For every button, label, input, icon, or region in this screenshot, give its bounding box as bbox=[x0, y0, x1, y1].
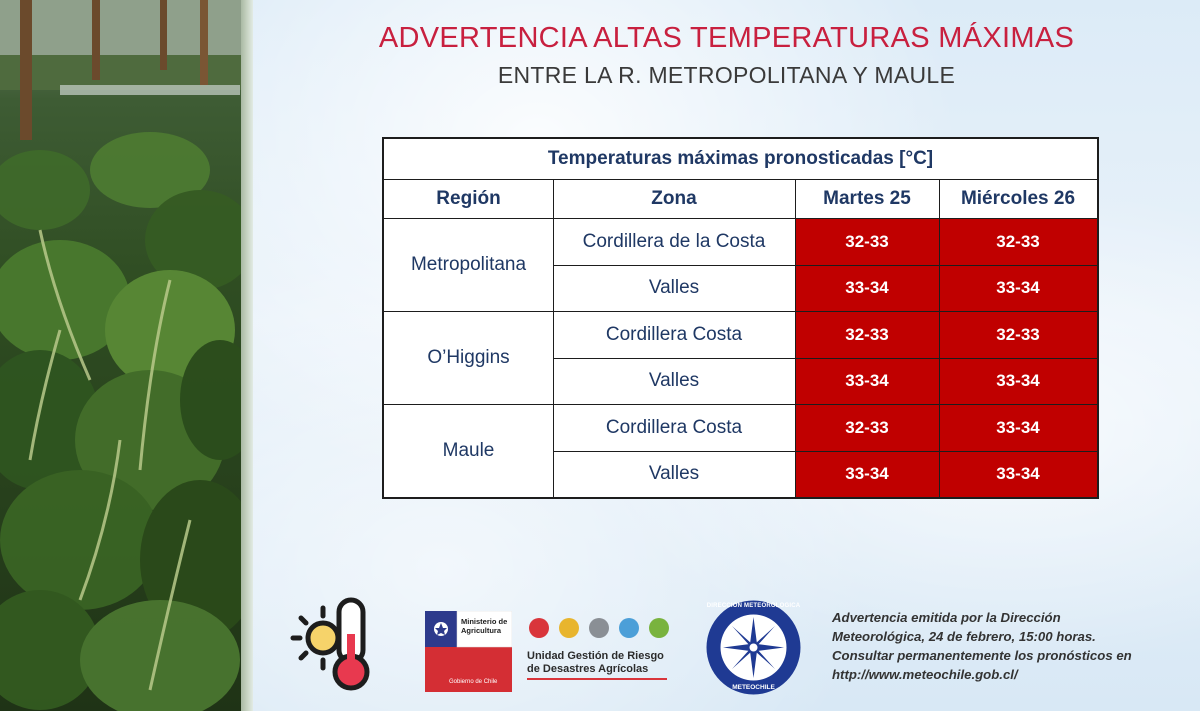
footer-notice-link[interactable]: http://www.meteochile.gob.cl/ bbox=[832, 667, 1018, 682]
zona-cell: Cordillera Costa bbox=[605, 416, 743, 438]
frost-icon bbox=[589, 618, 609, 638]
page-subtitle: ENTRE LA R. METROPOLITANA Y MAULE bbox=[497, 62, 956, 88]
temperature-table bbox=[382, 137, 1099, 499]
zona-cell: Cordillera Costa bbox=[605, 323, 743, 345]
table-rule bbox=[553, 451, 1097, 452]
footer-notice-line: Advertencia emitida por la Dirección bbox=[832, 610, 1061, 625]
meteo-top-label: DIRECCION METEOROLOGICA bbox=[706, 603, 801, 609]
ministerio-label: Ministerio de Agricultura bbox=[461, 617, 508, 635]
column-header-zona: Zona bbox=[651, 187, 697, 209]
table-rule bbox=[795, 179, 796, 497]
drought-icon bbox=[559, 618, 579, 638]
chile-coat-of-arms bbox=[434, 622, 448, 636]
table-rule bbox=[553, 358, 1097, 359]
miercoles-value-cell: 33-34 bbox=[939, 265, 1097, 311]
region-cell: Metropolitana bbox=[410, 253, 527, 275]
martes-value-cell: 32-33 bbox=[795, 404, 939, 451]
zona-cell: Valles bbox=[648, 463, 700, 484]
meteo-bottom-label: METEOCHILE bbox=[732, 684, 775, 691]
sun-thermometer-icon bbox=[289, 594, 384, 694]
table-rule bbox=[384, 311, 1097, 312]
ugr-logo bbox=[527, 612, 677, 682]
meteochile-logo bbox=[705, 599, 802, 696]
photo-border bbox=[241, 0, 253, 711]
table-caption: Temperaturas máximas pronosticadas [°C] bbox=[547, 148, 934, 169]
gobierno-label: Gobierno de Chile bbox=[449, 679, 498, 685]
miercoles-value-cell: 32-33 bbox=[939, 311, 1097, 358]
ugr-label: Unidad Gestión de Riesgo de Desastres Agrícolas bbox=[527, 650, 664, 675]
column-header-region: Región bbox=[436, 187, 501, 209]
martes-value-cell: 32-33 bbox=[795, 311, 939, 358]
footer-notice-line: Consultar permanentemente los pronósticos en bbox=[832, 648, 1132, 663]
chard-photo bbox=[0, 0, 241, 711]
table-rule bbox=[553, 179, 554, 497]
table-rule bbox=[384, 179, 1097, 180]
snowflake-icon bbox=[619, 618, 639, 638]
miercoles-value-cell: 33-34 bbox=[939, 451, 1097, 497]
martes-value-cell: 32-33 bbox=[795, 218, 939, 265]
region-cell: O’Higgins bbox=[427, 346, 510, 368]
martes-value-cell: 33-34 bbox=[795, 358, 939, 404]
fire-icon bbox=[529, 618, 549, 638]
sun-icon bbox=[293, 608, 338, 668]
martes-value-cell: 33-34 bbox=[795, 451, 939, 497]
ministerio-agricultura-logo bbox=[425, 611, 512, 692]
miercoles-value-cell: 33-34 bbox=[939, 404, 1097, 451]
main-panel bbox=[253, 0, 1200, 711]
miercoles-value-cell: 32-33 bbox=[939, 218, 1097, 265]
footer-notice-line: Meteorológica, 24 de febrero, 15:00 horas. bbox=[832, 629, 1096, 644]
column-header-miercoles: Miércoles 26 bbox=[960, 187, 1076, 209]
zona-cell: Valles bbox=[648, 277, 700, 298]
zona-cell: Valles bbox=[648, 370, 700, 391]
region-cell: Maule bbox=[442, 439, 495, 461]
ugr-underline bbox=[527, 678, 667, 680]
thermometer-icon bbox=[335, 600, 367, 688]
zona-cell: Cordillera de la Costa bbox=[582, 230, 766, 252]
table-rule bbox=[553, 265, 1097, 266]
table-rule bbox=[939, 179, 940, 497]
table-rule bbox=[384, 404, 1097, 405]
chard-leaves-illustration bbox=[0, 0, 241, 711]
table-rule bbox=[384, 218, 1097, 219]
column-header-martes: Martes 25 bbox=[823, 187, 911, 209]
miercoles-value-cell: 33-34 bbox=[939, 358, 1097, 404]
page-title: ADVERTENCIA ALTAS TEMPERATURAS MÁXIMAS bbox=[378, 22, 1075, 54]
martes-value-cell: 33-34 bbox=[795, 265, 939, 311]
footer-notice bbox=[832, 608, 1162, 684]
leaf-icon bbox=[649, 618, 669, 638]
